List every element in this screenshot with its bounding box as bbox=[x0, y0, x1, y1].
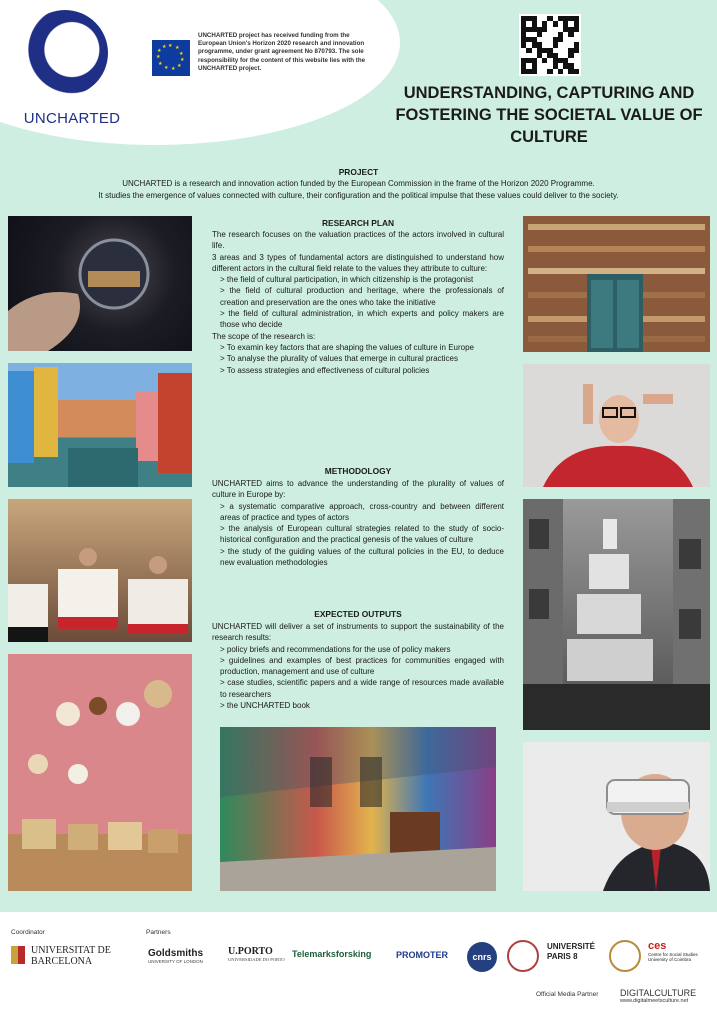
media-partner-name: DIGITALCULTURE bbox=[620, 988, 697, 998]
human-tower-photo bbox=[523, 499, 710, 730]
partner-logo[interactable] bbox=[292, 949, 371, 959]
partner-logo[interactable] bbox=[228, 946, 285, 962]
research-bullet: > To examin key factors that are shaping the values of culture in Europe bbox=[220, 342, 474, 352]
qr-code-icon[interactable] bbox=[519, 14, 581, 76]
media-partner-logo[interactable] bbox=[620, 988, 696, 1004]
partner-name: UNIVERSITÉ PARIS 8 bbox=[547, 942, 596, 961]
outputs-bullet: > guidelines and examples of best practices for communities engaged with production, management and use of culture bbox=[220, 655, 504, 677]
research-bullet: > the field of cultural participation, in which citizenship is the protagonist bbox=[220, 275, 474, 285]
partner-logo[interactable] bbox=[148, 948, 203, 964]
coordinator-label: Coordinator bbox=[11, 929, 45, 936]
logo-text: UNCHARTED bbox=[23, 110, 121, 127]
eu-flag-icon: ★ ★ ★ ★ ★ ★ ★ ★ ★ ★ ★ bbox=[152, 40, 190, 76]
partner-logo[interactable] bbox=[467, 942, 497, 972]
methodology-text bbox=[212, 478, 504, 568]
street-art-photo bbox=[220, 727, 496, 891]
outputs-heading: EXPECTED OUTPUTS bbox=[314, 609, 402, 619]
outputs-bullet: > case studies, scientific papers and a wide range of resources made available to researchers bbox=[220, 678, 504, 699]
methodology-paragraph: UNCHARTED aims to advance the understanding of the plurality of values of culture in Europe by: bbox=[212, 479, 504, 500]
partners-label: Partners bbox=[146, 929, 171, 936]
partner-sub: Centre for Social Studies University of Coimbra bbox=[648, 952, 698, 962]
outputs-text bbox=[212, 621, 504, 711]
outputs-bullet: > policy briefs and recommendations for the use of policy makers bbox=[220, 644, 451, 654]
partner-name: Goldsmiths bbox=[148, 948, 204, 959]
research-bullet: > To assess strategies and effectiveness of cultural policies bbox=[220, 365, 430, 375]
media-partner-label: Official Media Partner bbox=[536, 991, 599, 998]
methodology-bullet: > a systematic comparative approach, cross-country and between different areas of practice and types of actors bbox=[220, 501, 504, 522]
research-plan-heading: RESEARCH PLAN bbox=[321, 218, 395, 228]
research-bullet: > the field of cultural production and heritage, where the professionals of creation and preservation are the ones who take the initiative bbox=[220, 286, 504, 307]
media-partner-url: www.digitalmeetsculture.net bbox=[620, 998, 689, 1004]
outputs-bullet: > the UNCHARTED book bbox=[220, 701, 310, 711]
uncharted-logo-icon bbox=[22, 10, 108, 96]
research-plan-text bbox=[212, 229, 504, 376]
partner-logo[interactable] bbox=[547, 942, 605, 962]
university-seal-icon[interactable] bbox=[507, 940, 539, 972]
university-seal-icon[interactable] bbox=[609, 940, 641, 972]
partner-logo[interactable] bbox=[396, 950, 448, 960]
vr-headset-photo bbox=[523, 742, 710, 891]
partner-logo[interactable] bbox=[648, 940, 712, 962]
footer bbox=[0, 912, 717, 1024]
partner-name: cnrs bbox=[472, 952, 492, 962]
page-title: UNDERSTANDING, CAPTURING AND FOSTERING THE SOCIETAL VALUE OF CULTURE bbox=[395, 84, 703, 146]
market-bags-photo bbox=[8, 654, 192, 891]
coordinator-logo[interactable] bbox=[11, 944, 121, 972]
partner-name: U.PORTO bbox=[228, 946, 273, 957]
project-line-2: It studies the emergence of values connected with culture, their configuration and the political impulse that these values could deliver to the society. bbox=[98, 190, 619, 200]
partner-name: Telemarksforsking bbox=[292, 949, 372, 959]
research-paragraph: The scope of the research is: bbox=[212, 331, 316, 341]
methodology-bullet: > the study of the guiding values of the cultural policies in the EU, to deduce new evaluation methodologies bbox=[220, 546, 504, 568]
outputs-paragraph: UNCHARTED will deliver a set of instruments to support the sustainability of the research results: bbox=[212, 622, 504, 643]
methodology-heading: METHODOLOGY bbox=[324, 466, 392, 476]
methodology-bullet: > the analysis of European cultural strategies related to the study of socio-historical configuration and the practical genesis of the values of culture bbox=[220, 524, 504, 545]
project-line-1: UNCHARTED is a research and innovation action funded by the European Commission in the frame of the Horizon 2020 Programme. bbox=[122, 179, 595, 188]
partner-sub: UNIVERSITY OF LONDON bbox=[148, 959, 203, 964]
project-description bbox=[30, 178, 687, 201]
partner-sub: UNIVERSIDADE DO PORTO bbox=[228, 957, 285, 962]
research-paragraph: 3 areas and 3 types of fundamental actors are distinguished to understand how different actors in the cultural field relate to the values they attribute to culture: bbox=[212, 252, 504, 273]
framing-hands-photo bbox=[523, 364, 710, 487]
partner-name: ces bbox=[648, 940, 667, 952]
partner-name: PROMOTER bbox=[396, 950, 449, 960]
research-paragraph: The research focuses on the valuation practices of the actors involved in cultural life. bbox=[212, 230, 504, 251]
research-bullet: > To analyse the plurality of values that emerge in cultural practices bbox=[220, 354, 458, 364]
ub-shield-icon bbox=[11, 946, 25, 964]
book-wall-photo bbox=[523, 216, 710, 352]
eu-funding-notice: UNCHARTED project has received funding from the European Union's Horizon 2020 research and innovation programme, under grant agreement No 870793. The sole responsibility for the content of this website lies with the UNCHARTED project. bbox=[198, 32, 366, 72]
colorful-canal-photo bbox=[8, 363, 192, 487]
coordinator-name: UNIVERSITAT DE BARCELONA bbox=[31, 945, 111, 967]
project-heading: PROJECT bbox=[338, 167, 379, 177]
folk-dancers-photo bbox=[8, 499, 192, 642]
magnifying-glass-photo bbox=[8, 216, 192, 351]
research-bullet: > the field of cultural administration, in which experts and policy makers are those who decide bbox=[220, 309, 504, 330]
